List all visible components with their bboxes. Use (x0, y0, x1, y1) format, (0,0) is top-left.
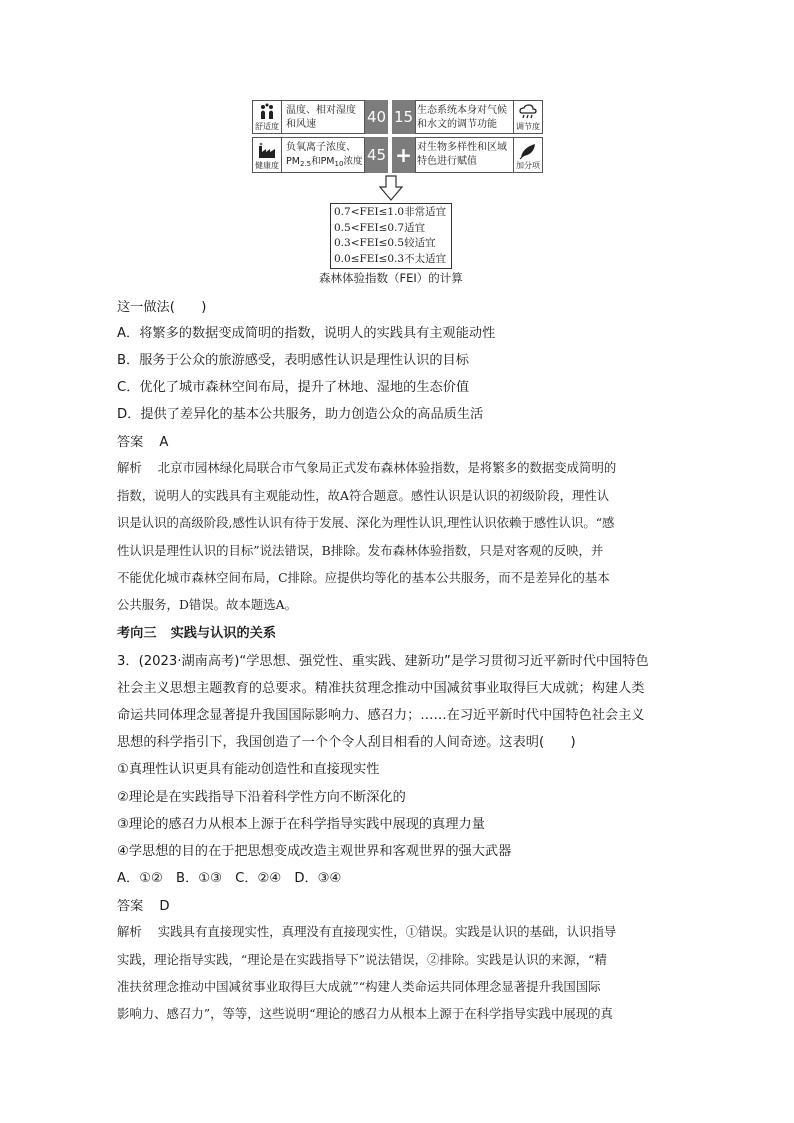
analysis-label: 解析 (117, 460, 142, 475)
diagram-caption: 森林体验指数（FEI）的计算 (319, 271, 463, 285)
regulation-label: 调节度 (516, 122, 540, 131)
q3-item-3: ③理论的感召力从根本上源于在科学指导实践中展现的真理力量 (117, 817, 485, 832)
fei-level-1: 0.7<FEI≤1.0非常适宜 (334, 206, 447, 218)
regulation-desc-cell (415, 100, 513, 134)
section-label: 考向三 (117, 626, 157, 641)
bonus-desc-line2: 特色进行赋值 (417, 156, 477, 167)
comfort-icon (257, 103, 277, 121)
factory-icon (257, 142, 277, 160)
q2-analysis-line3: 识是认识的高级阶段,感性认识有待于发展、深化为理性认识,理性认识依赖于感性认识。“感 (117, 515, 615, 530)
q3-stem-line2: 社会主义思想主题教育的总要求。精准扶贫理念推动中国减贫事业取得巨大成就；构建人类 (117, 681, 645, 696)
q3-item-4: ④学思想的目的在于把思想变成改造主观世界和客观世界的强大武器 (117, 844, 512, 859)
q3-analysis-line2: 实践，理论指导实践，“理论是在实践指导下”说法错误，②排除。实践是认识的来源，“精 (117, 952, 607, 967)
fei-result-box (330, 203, 452, 269)
answer-value: D (159, 899, 170, 914)
analysis-label: 解析 (117, 924, 142, 939)
down-arrow-icon (379, 175, 403, 201)
comfort-label: 舒适度 (255, 122, 279, 131)
comfort-weight: 40 (365, 100, 388, 134)
health-weight: 45 (365, 137, 388, 173)
q3-analysis-line1: 解析 实践具有直接现实性，真理没有直接现实性，①错误。实践是认识的基础，认识指导 (117, 924, 617, 939)
q3-stem-line4: 思想的科学指引下，我国创造了一个个令人刮目相看的人间奇迹。这表明( ) (117, 735, 576, 750)
q3-stem-line1: 3．(2023·湖南高考)“学思想、强党性、重实践、建新功”是学习贯彻习近平新时代中国特色 (117, 654, 649, 669)
fei-level-3: 0.3<FEI≤0.5较适宜 (334, 237, 436, 249)
bonus-desc-line1: 对生物多样性和区域 (417, 142, 507, 153)
q2-analysis-line6: 公共服务，D错误。故本题选A。 (117, 597, 297, 612)
q2-analysis-line2: 指数，说明人的实践具有主观能动性，故A符合题意。感性认识是认识的初级阶段，理性认 (117, 488, 610, 503)
q2-option-a: A．将繁多的数据变成简明的指数，说明人的实践具有主观能动性 (117, 326, 496, 341)
q3-item-1: ①真理性认识更具有能动创造性和直接现实性 (117, 762, 380, 777)
health-label: 健康度 (255, 161, 279, 170)
comfort-cell (252, 100, 282, 134)
fei-level-4: 0.0≤FEI≤0.3不太适宜 (334, 252, 447, 265)
regulation-desc-line2: 和水文的调节功能 (417, 119, 497, 130)
section-heading (117, 622, 276, 641)
health-cell (252, 137, 282, 173)
q3-stem-line3: 命运共同体理念显著提升我国国际影响力、感召力；……在习近平新时代中国特色社会主义 (117, 708, 645, 723)
cloud-rain-icon (518, 103, 538, 121)
q3-answer (117, 895, 170, 914)
q2-analysis-line4: 性认识是理性认识的目标”说法错误，B排除。发布森林体验指数，只是对客观的反映，并 (117, 543, 604, 558)
regulation-desc-line1: 生态系统本身对气候 (417, 105, 507, 116)
health-desc-line2: $PM_{2.5}$和$PM_{10}$浓度 (286, 156, 363, 168)
bonus-cell (513, 137, 543, 173)
regulation-weight: 15 (392, 100, 415, 134)
comfort-desc-line2: 和风速 (286, 119, 316, 130)
q2-answer (117, 431, 168, 450)
q3-item-2: ②理论是在实践指导下沿着科学性方向不断深化的 (117, 790, 406, 805)
health-desc-cell (282, 137, 365, 173)
health-desc-line1: 负氧离子浓度、 (286, 142, 356, 153)
q2-stem: 这一做法( ) (117, 300, 207, 315)
comfort-desc-line1: 温度、相对湿度 (286, 105, 356, 116)
regulation-cell (513, 100, 543, 134)
answer-label: 答案 (117, 899, 144, 914)
plus-sign: + (392, 137, 415, 173)
section-title: 实践与认识的关系 (170, 626, 277, 641)
bonus-label: 加分项 (516, 161, 540, 170)
q2-analysis-line5: 不能优化城市森林空间布局，C排除。应提供均等化的基本公共服务，而不是差异化的基本 (117, 570, 610, 585)
q2-option-c: C．优化了城市森林空间布局，提升了林地、湿地的生态价值 (117, 380, 470, 395)
fei-level-2: 0.5<FEI≤0.7适宜 (334, 221, 426, 234)
comfort-desc-cell (282, 100, 365, 134)
q3-analysis-line4: 影响力、感召力”，等等，这些说明“理论的感召力从根本上源于在科学指导实践中展现的真 (117, 1006, 613, 1021)
q3-choices: A．①② B．①③ C．②④ D．③④ (117, 871, 342, 886)
leaf-icon (518, 142, 538, 160)
q2-analysis-line1: 解析 北京市园林绿化局联合市气象局正式发布森林体验指数，是将繁多的数据变成简明的 (117, 460, 617, 475)
bonus-desc-cell (415, 137, 513, 173)
answer-value: A (159, 435, 169, 450)
q2-option-b: B．服务于公众的旅游感受，表明感性认识是理性认识的目标 (117, 353, 469, 368)
q3-analysis-line3: 准扶贫理念推动中国减贫事业取得巨大成就”“构建人类命运共同体理念显著提升我国国际 (117, 979, 601, 994)
answer-label: 答案 (117, 435, 144, 450)
q2-option-d: D．提供了差异化的基本公共服务，助力创造公众的高品质生活 (117, 407, 484, 422)
